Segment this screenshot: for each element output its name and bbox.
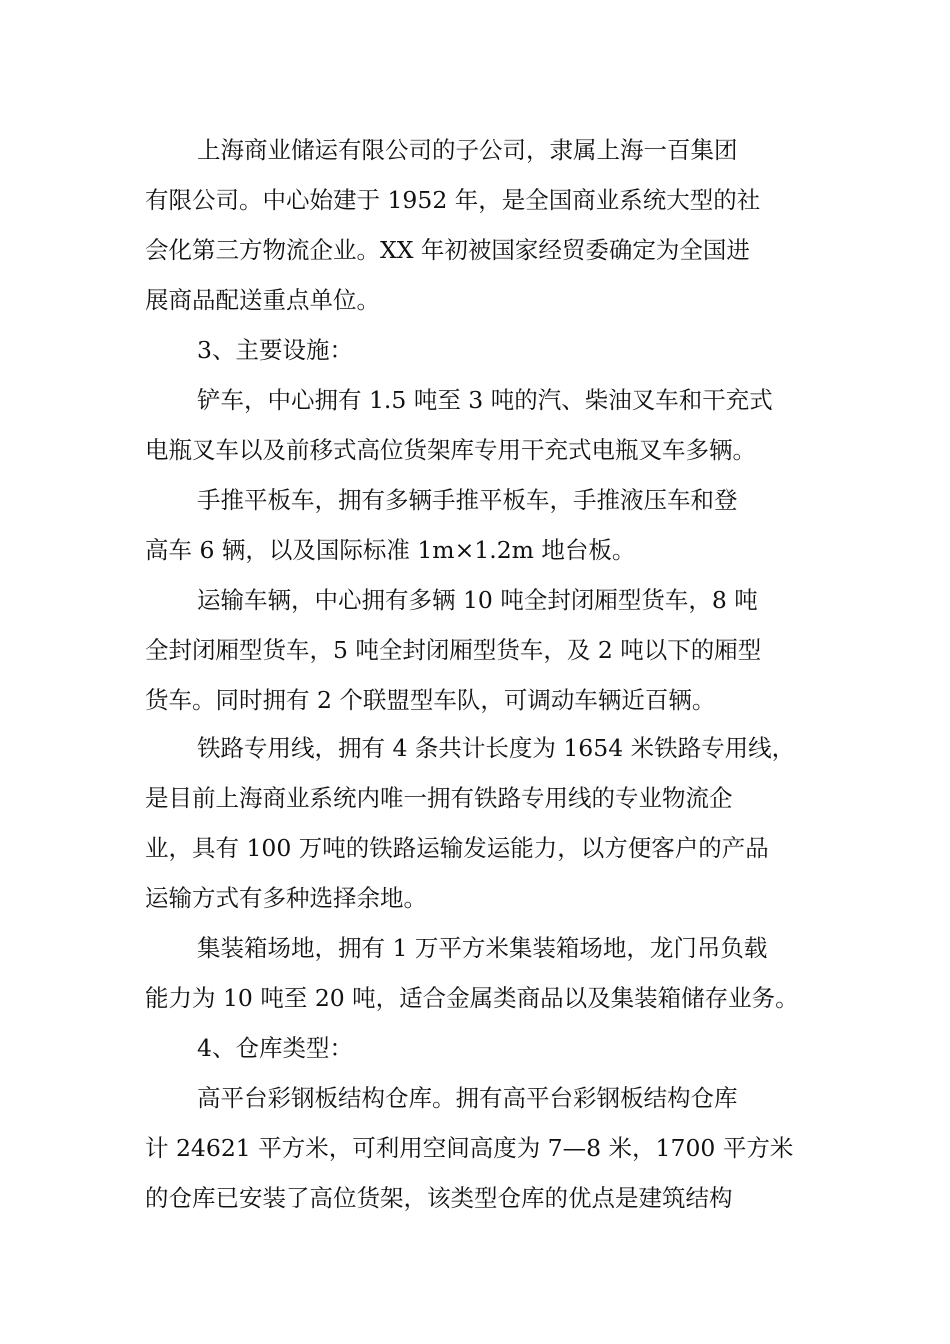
text-line: 3、主要设施： bbox=[197, 336, 353, 364]
text-line: 业，具有 100 万吨的铁路运输发运能力，以方便客户的产品 bbox=[145, 834, 769, 862]
text-line: 电瓶叉车以及前移式高位货架库专用干充式电瓶叉车多辆。 bbox=[145, 436, 756, 464]
text-line: 上海商业储运有限公司的子公司，隶属上海一百集团 bbox=[197, 136, 738, 164]
text-line: 集装箱场地，拥有 1 万平方米集装箱场地，龙门吊负载 bbox=[197, 934, 768, 962]
text-line: 的仓库已安装了高位货架，该类型仓库的优点是建筑结构 bbox=[145, 1184, 733, 1212]
text-line: 全封闭厢型货车，5 吨全封闭厢型货车，及 2 吨以下的厢型 bbox=[145, 636, 762, 664]
text-line: 铲车，中心拥有 1.5 吨至 3 吨的汽、柴油叉车和干充式 bbox=[197, 386, 773, 414]
text-line: 展商品配送重点单位。 bbox=[145, 286, 380, 314]
text-line: 计 24621 平方米，可利用空间高度为 7—8 米，1700 平方米 bbox=[145, 1134, 794, 1162]
text-line: 有限公司。中心始建于 1952 年，是全国商业系统大型的社 bbox=[145, 186, 761, 214]
text-line: 运输车辆，中心拥有多辆 10 吨全封闭厢型货车，8 吨 bbox=[197, 586, 758, 614]
text-line: 运输方式有多种选择余地。 bbox=[145, 884, 427, 912]
text-line: 4、仓库类型： bbox=[197, 1034, 353, 1062]
text-line: 是目前上海商业系统内唯一拥有铁路专用线的专业物流企 bbox=[145, 784, 733, 812]
text-line: 手推平板车，拥有多辆手推平板车，手推液压车和登 bbox=[197, 486, 738, 514]
text-line: 会化第三方物流企业。XX 年初被国家经贸委确定为全国进 bbox=[145, 236, 750, 264]
text-line: 高平台彩钢板结构仓库。拥有高平台彩钢板结构仓库 bbox=[197, 1084, 738, 1112]
text-line: 铁路专用线，拥有 4 条共计长度为 1654 米铁路专用线， bbox=[197, 734, 796, 762]
text-line: 货车。同时拥有 2 个联盟型车队，可调动车辆近百辆。 bbox=[145, 686, 716, 714]
text-line: 高车 6 辆，以及国际标准 1m×1.2m 地台板。 bbox=[145, 536, 636, 564]
text-line: 能力为 10 吨至 20 吨，适合金属类商品以及集装箱储存业务。 bbox=[145, 984, 799, 1012]
